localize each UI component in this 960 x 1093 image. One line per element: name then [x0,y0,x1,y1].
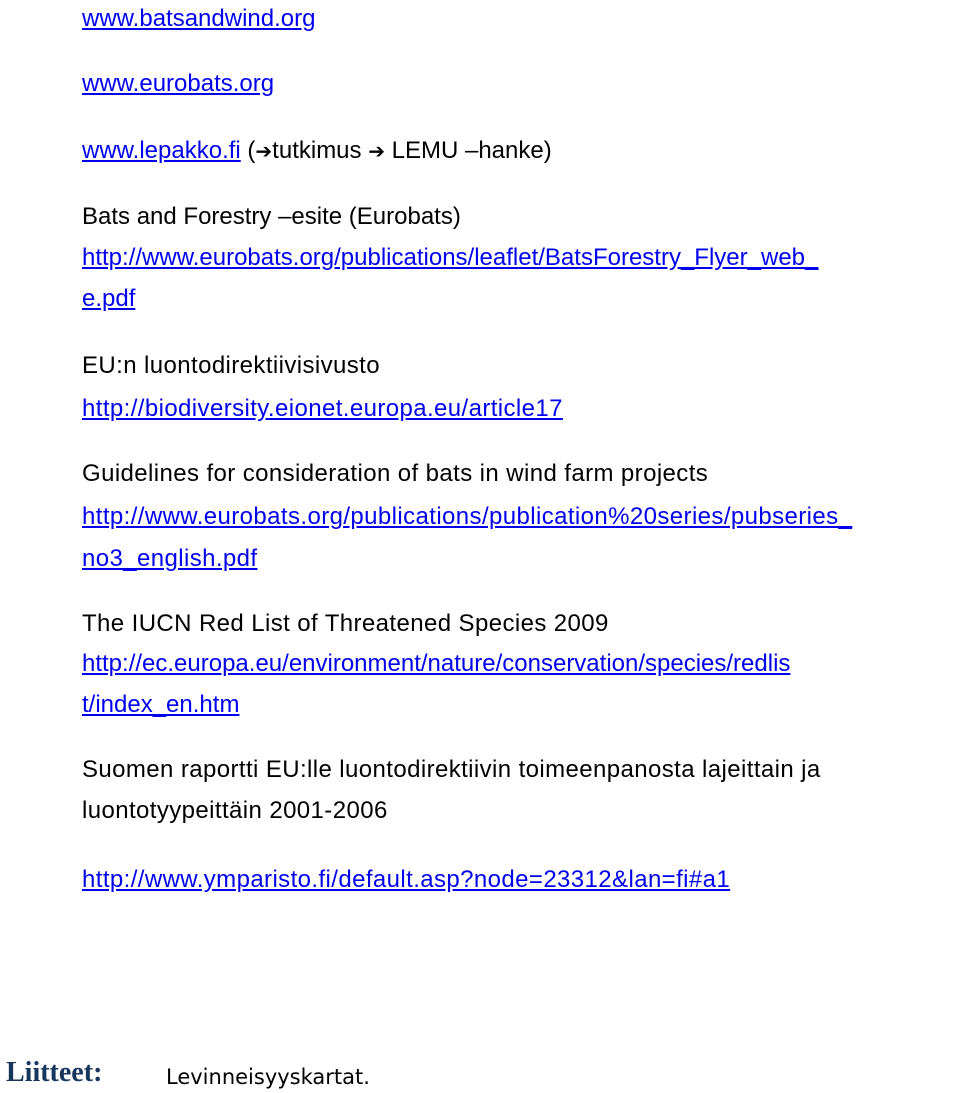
lepakko-note-open: ( [240,137,256,164]
ref-iucn-url-line1[interactable]: http://ec.europa.eu/environment/nature/conservation/species/redlis [82,650,791,677]
ref-eu-directive-url[interactable]: http://biodiversity.eionet.europa.eu/article17 [82,395,563,422]
ref-bats-forestry-url-line2[interactable]: e.pdf [82,285,136,312]
attachments-heading: Liitteet: [6,1057,103,1088]
link-lepakko[interactable]: www.lepakko.fi [82,137,241,164]
ref-finnish-report-title-line2: luontotyypeittäin 2001-2006 [82,797,388,824]
attachments-text: Levinneisyyskartat. [166,1065,370,1089]
lepakko-note-part-1: tutkimus [272,137,369,164]
ref-bats-forestry-url-line1[interactable]: http://www.eurobats.org/publications/leaflet/BatsForestry_Flyer_web_ [82,244,819,271]
ref-finnish-report-url[interactable]: http://www.ymparisto.fi/default.asp?node=23312&lan=fi#a1 [82,866,731,893]
link-eurobats-row [82,69,274,99]
lepakko-note-part-2: LEMU –hanke) [384,137,552,164]
ref-iucn-title: The IUCN Red List of Threatened Species 2009 [82,610,609,637]
link-lepakko-row [82,136,552,166]
link-batsandwind[interactable]: www.batsandwind.org [82,5,316,32]
link-eurobats[interactable]: www.eurobats.org [82,70,275,97]
ref-iucn-url-line2[interactable]: t/index_en.htm [82,691,240,718]
link-batsandwind-row [82,4,315,34]
arrow-right-icon: ➔ [368,139,385,163]
ref-wind-farm-title: Guidelines for consideration of bats in wind farm projects [82,460,709,487]
ref-wind-farm-url-line1[interactable]: http://www.eurobats.org/publications/publication%20series/pubseries_ [82,503,853,530]
ref-bats-forestry-title: Bats and Forestry –esite (Eurobats) [82,203,461,230]
arrow-right-icon: ➔ [255,139,273,163]
ref-wind-farm-url-line2[interactable]: no3_english.pdf [82,545,258,572]
ref-finnish-report-title-line1: Suomen raportti EU:lle luontodirektiivin toimeenpanosta lajeittain ja [82,756,821,783]
ref-eu-directive-title: EU:n luontodirektiivisivusto [82,352,380,379]
